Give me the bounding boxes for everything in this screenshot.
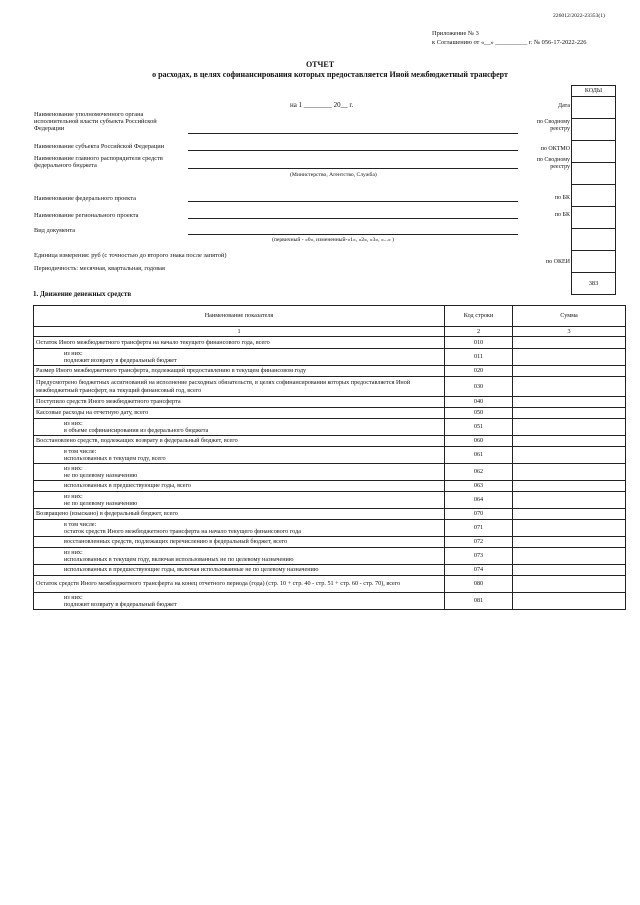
report-title: ОТЧЕТ (305, 60, 335, 69)
row-sum-cell[interactable] (513, 337, 626, 349)
field-subject-label: Наименование субъекта Российской Федерации (34, 143, 165, 150)
table-row (34, 509, 626, 520)
agreement-reference: к Соглашению от «__» __________ г. № 056-17-2022-226 (432, 39, 587, 46)
row-code: 030 (445, 377, 513, 397)
row-indicator-name: в том числе: использованных в текущем году, всего (34, 447, 445, 464)
code-spacer-cell (572, 185, 616, 207)
row-code: 080 (445, 576, 513, 593)
code-bk2-cell[interactable] (572, 229, 616, 251)
table-row (34, 492, 626, 509)
row-sum-cell[interactable] (513, 464, 626, 481)
code-bk2-label: по БК (554, 212, 570, 218)
row-code: 040 (445, 397, 513, 408)
row-indicator-name: восстановленных средств, подлежащих перечислению в федеральный бюджет, всего (34, 537, 445, 548)
table-row (34, 565, 626, 576)
row-sum-cell[interactable] (513, 548, 626, 565)
row-indicator-name: Кассовые расходы на отчетную дату, всего (34, 408, 445, 419)
row-indicator-name: Возвращено (взыскано) в федеральный бюджет, всего (34, 509, 445, 520)
row-indicator-name: Размер Иного межбюджетного трансферта, подлежащий предоставлению в текущем финансовом году (34, 366, 445, 377)
row-code: 051 (445, 419, 513, 436)
col-header-indicator: Наименование показателя (34, 306, 445, 327)
col-number-3: 3 (513, 327, 626, 337)
row-sum-cell[interactable] (513, 366, 626, 377)
row-code: 011 (445, 349, 513, 366)
row-code: 073 (445, 548, 513, 565)
row-sum-cell[interactable] (513, 419, 626, 436)
code-date-label: Дата (558, 103, 570, 109)
code-svod1-label: по Сводному реестру (536, 119, 570, 132)
row-indicator-name: из них: не по целевому назначению (34, 464, 445, 481)
code-bk1-cell[interactable] (572, 207, 616, 229)
periodicity-label: Периодичность: месячная, квартальная, годовая (34, 265, 165, 272)
field-fed-project-label: Наименование федерального проекта (34, 195, 136, 202)
code-oktmo-cell[interactable] (572, 141, 616, 163)
table-row (34, 593, 626, 610)
col-number-2: 2 (445, 327, 513, 337)
row-indicator-name: использованных в предшествующие годы, всего (34, 481, 445, 492)
col-header-code: Код строки (445, 306, 513, 327)
row-code: 010 (445, 337, 513, 349)
appendix-label: Приложение № 3 (432, 30, 479, 37)
table-row (34, 436, 626, 447)
code-svod2-label: по Сводному реестру (536, 157, 570, 170)
row-indicator-name: из них: подлежит возврату в федеральный бюджет (34, 593, 445, 610)
row-code: 060 (445, 436, 513, 447)
row-sum-cell[interactable] (513, 447, 626, 464)
table-row (34, 464, 626, 481)
field-gr-admin-line[interactable] (188, 168, 518, 169)
row-sum-cell[interactable] (513, 576, 626, 593)
row-sum-cell[interactable] (513, 397, 626, 408)
table-row (34, 576, 626, 593)
table-row (34, 377, 626, 397)
code-bk1-label: по БК (554, 195, 570, 201)
field-reg-project-label: Наименование регионального проекта (34, 212, 139, 219)
document-number: 226012/2022-23353(1) (553, 13, 605, 19)
report-subtitle: о расходах, в целях софинансирования которых предоставляется Иной межбюджетный трансферт (152, 70, 508, 79)
table-row (34, 537, 626, 548)
row-sum-cell[interactable] (513, 593, 626, 610)
field-gr-admin-hint: (Министерство, Агентство, Служба) (290, 172, 377, 178)
report-date-line: на 1 ________ 20__ г. (290, 101, 354, 109)
table-row (34, 408, 626, 419)
row-sum-cell[interactable] (513, 408, 626, 419)
row-code: 074 (445, 565, 513, 576)
table-row (34, 520, 626, 537)
codes-header: КОДЫ (572, 86, 616, 97)
row-sum-cell[interactable] (513, 537, 626, 548)
row-indicator-name: Остаток средств Иного межбюджетного трансферта на конец отчетного периода (года) (стр. 10 + стр. 40 - стр. 51 + стр. 60 - стр. 70), всего (34, 576, 445, 593)
row-indicator-name: Поступило средств Иного межбюджетного трансферта (34, 397, 445, 408)
col-header-sum: Сумма (513, 306, 626, 327)
row-code: 070 (445, 509, 513, 520)
row-indicator-name: из них: подлежит возврату в федеральный бюджет (34, 349, 445, 366)
row-sum-cell[interactable] (513, 349, 626, 366)
row-sum-cell[interactable] (513, 481, 626, 492)
code-svod2-cell[interactable] (572, 163, 616, 185)
row-indicator-name: Предусмотрено бюджетных ассигнований на исполнение расходных обязательств, в целях софинансирования которых предоставляется Иной межбюджетный трансферт, на текущий финансовый год, всего (34, 377, 445, 397)
table-row (34, 349, 626, 366)
unit-label: Единица измерения: руб (с точностью до второго знака после запятой) (34, 252, 227, 259)
row-code: 064 (445, 492, 513, 509)
section-1-title: 1. Движение денежных средств (33, 290, 132, 298)
col-number-1: 1 (34, 327, 445, 337)
row-code: 020 (445, 366, 513, 377)
row-code: 071 (445, 520, 513, 537)
row-sum-cell[interactable] (513, 520, 626, 537)
field-doc-type-line[interactable] (188, 234, 518, 235)
row-indicator-name: Восстановлено средств, подлежащих возврату в федеральный бюджет, всего (34, 436, 445, 447)
field-fed-project-line[interactable] (188, 201, 518, 202)
table-row (34, 548, 626, 565)
table-row (34, 481, 626, 492)
row-sum-cell[interactable] (513, 377, 626, 397)
cash-flow-table (33, 305, 626, 610)
row-sum-cell[interactable] (513, 436, 626, 447)
table-row (34, 337, 626, 349)
row-code: 063 (445, 481, 513, 492)
code-okei-cell: 383 (572, 273, 616, 295)
row-code: 081 (445, 593, 513, 610)
row-indicator-name: использованных в предшествующие годы, включая использованные не по целевому назначению (34, 565, 445, 576)
table-row (34, 366, 626, 377)
row-sum-cell[interactable] (513, 509, 626, 520)
row-indicator-name: из них: в объеме софинансирования из федерального бюджета (34, 419, 445, 436)
table-row (34, 397, 626, 408)
code-svod1-cell[interactable] (572, 119, 616, 141)
row-indicator-name: Остаток Иного межбюджетного трансферта на начало текущего финансового года, всего (34, 337, 445, 349)
field-org-label: Наименование уполномоченного органа исполнительной власти субъекта Российской Федерации (34, 111, 157, 132)
code-spacer2-cell (572, 251, 616, 273)
row-indicator-name: из них: не по целевому назначению (34, 492, 445, 509)
row-code: 061 (445, 447, 513, 464)
row-indicator-name: в том числе: остаток средств Иного межбюджетного трансферта на начало текущего финансового года (34, 520, 445, 537)
code-date-cell[interactable] (572, 97, 616, 119)
row-code: 062 (445, 464, 513, 481)
row-code: 050 (445, 408, 513, 419)
field-org-line[interactable] (188, 133, 518, 134)
field-doc-type-label: Вид документа (34, 227, 76, 234)
field-subject-line[interactable] (188, 150, 518, 151)
row-sum-cell[interactable] (513, 492, 626, 509)
table-row (34, 419, 626, 436)
code-oktmo-label: по ОКТМО (540, 146, 570, 152)
codes-table (571, 85, 616, 295)
row-code: 072 (445, 537, 513, 548)
row-sum-cell[interactable] (513, 565, 626, 576)
field-reg-project-line[interactable] (188, 218, 518, 219)
table-row (34, 447, 626, 464)
row-indicator-name: из них: использованных в текущем году, включая использованных не по целевому назначению (34, 548, 445, 565)
field-gr-admin-label: Наименование главного распорядителя средств федерального бюджета (34, 155, 163, 169)
code-okei-label: по ОКЕИ (545, 259, 570, 265)
field-doc-type-hint: (первичный - «0», измененный-«1», «2», «3», «...» ) (272, 237, 395, 243)
